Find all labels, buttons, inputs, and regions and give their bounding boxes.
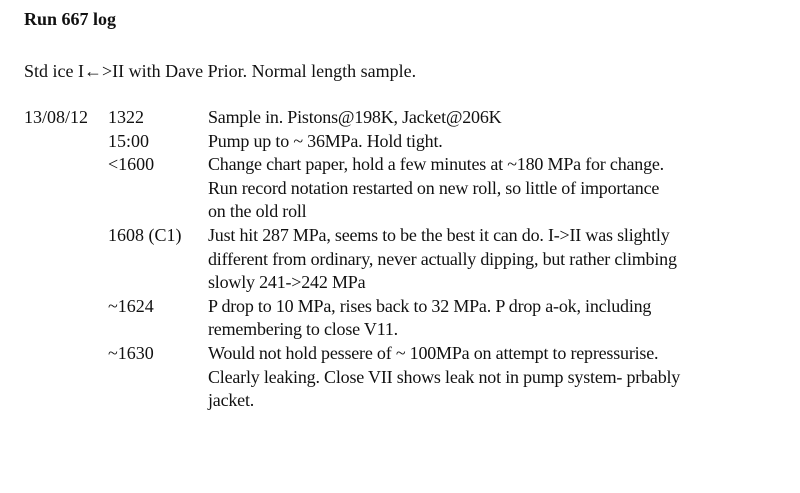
log-entries — [24, 106, 680, 413]
intro-text: Std ice I←>II with Dave Prior. Normal length sample. — [24, 61, 417, 81]
entry-line: on the old roll — [208, 201, 307, 222]
document-title: Run 667 log — [24, 9, 117, 29]
entry-date — [24, 342, 108, 413]
entry-line: P drop to 10 MPa, rises back to 32 MPa. P drop a-ok, including — [208, 295, 652, 316]
entry-text — [208, 224, 677, 295]
entry-line: Pump up to ~ 36MPa. Hold tight. — [208, 130, 443, 151]
entry-time: ~1624 — [108, 295, 154, 316]
log-entry — [24, 106, 680, 130]
entry-text — [208, 295, 651, 342]
entry-line: Would not hold pessere of ~ 100MPa on attempt to repressurise. — [208, 342, 659, 363]
entry-date — [24, 295, 108, 342]
entry-text — [208, 342, 680, 413]
entry-time: <1600 — [108, 154, 155, 175]
entry-line: Just hit 287 MPa, seems to be the best it can do. I->II was slightly — [208, 224, 670, 245]
entry-text — [208, 153, 664, 224]
entry-line: different from ordinary, never actually dipping, but rather climbing — [208, 248, 677, 269]
entry-text — [208, 130, 443, 154]
entry-line: remembering to close V11. — [208, 319, 398, 340]
log-entry — [24, 130, 680, 154]
log-entry — [24, 342, 680, 413]
entry-date: 13/08/12 — [24, 107, 89, 127]
entry-time: 1608 (C1) — [108, 224, 182, 245]
entry-date — [24, 224, 108, 295]
entry-time: ~1630 — [108, 342, 154, 363]
entry-text — [208, 106, 501, 130]
entry-date — [24, 153, 108, 224]
entry-line: Clearly leaking. Close VII shows leak not in pump system- prbably — [208, 366, 681, 387]
log-entry — [24, 153, 680, 224]
log-entry — [24, 295, 680, 342]
entry-line: jacket. — [208, 390, 255, 411]
entry-line: Sample in. Pistons@198K, Jacket@206K — [208, 107, 502, 127]
entry-time: 15:00 — [108, 130, 150, 151]
entry-line: Run record notation restarted on new roll, so little of importance — [208, 177, 660, 198]
entry-time: 1322 — [108, 107, 144, 127]
log-entry — [24, 224, 680, 295]
entry-line: Change chart paper, hold a few minutes at ~180 MPa for change. — [208, 154, 664, 175]
entry-line: slowly 241->242 MPa — [208, 272, 366, 293]
entry-date — [24, 130, 108, 154]
